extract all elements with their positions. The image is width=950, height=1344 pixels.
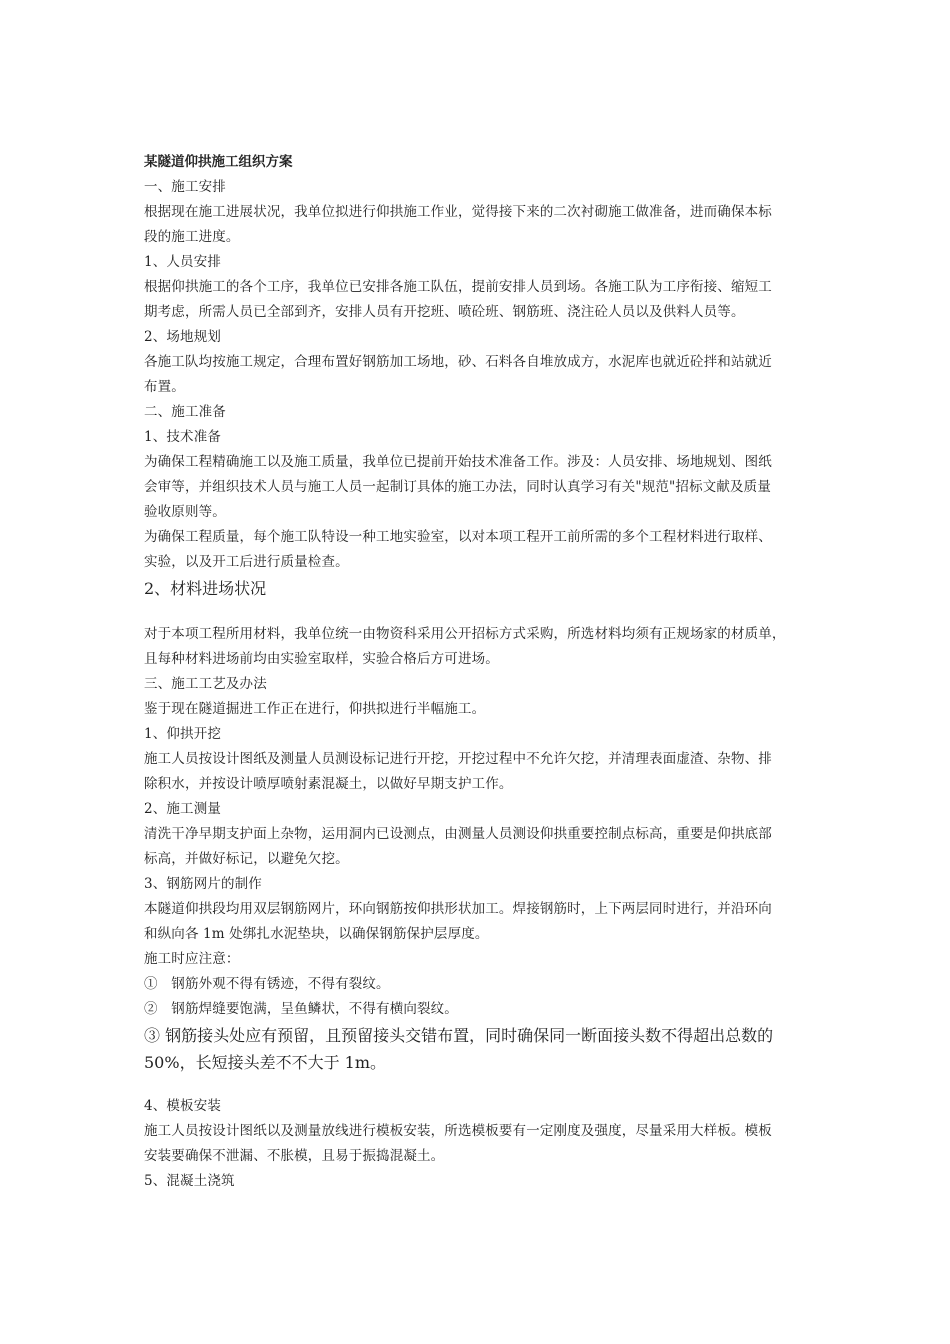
- text-line: ② 钢筋焊缝要饱满，呈鱼鳞状，不得有横向裂纹。: [144, 1001, 458, 1017]
- text-line: 清洗干净早期支护面上杂物，运用洞内已设测点，由测量人员测设仰拱重要控制点标高，重要是仰拱底部: [144, 826, 772, 842]
- text-line: 为确保工程质量，每个施工队特设一种工地实验室，以对本项工程开工前所需的多个工程材料进行取样、: [144, 529, 772, 545]
- text-line: 根据仰拱施工的各个工序，我单位已安排各施工队伍，提前安排人员到场。各施工队为工序衔接、缩短工: [144, 279, 772, 295]
- text-line: 根据现在施工进展状况，我单位拟进行仰拱施工作业，觉得接下来的二次衬砌施工做准备，进而确保本标: [144, 204, 772, 220]
- text-line: 对于本项工程所用材料，我单位统一由物资科采用公开招标方式采购，所选材料均须有正规场家的材质单，: [144, 626, 786, 642]
- text-line: 三、施工工艺及办法: [144, 676, 267, 692]
- large-text-line: 50%，长短接头差不不大于 1m。: [144, 1053, 387, 1072]
- text-line: 一、施工安排: [144, 179, 226, 195]
- text-line: 实验，以及开工后进行质量检查。: [144, 554, 349, 570]
- text-line: 段的施工进度。: [144, 229, 240, 245]
- text-line: 本隧道仰拱段均用双层钢筋网片，环向钢筋按仰拱形状加工。焊接钢筋时，上下两层同时进行，并沿环向: [144, 901, 772, 917]
- text-line: 2、施工测量: [144, 801, 221, 817]
- text-line: 期考虑，所需人员已全部到齐，安排人员有开挖班、喷砼班、钢筋班、浇注砼人员以及供料人员等。: [144, 304, 745, 320]
- text-line: 安装要确保不泄漏、不胀模，且易于振捣混凝土。: [144, 1148, 445, 1164]
- text-line: 施工人员按设计图纸及测量人员测设标记进行开挖，开挖过程中不允许欠挖，并清理表面虚渣、杂物、排: [144, 751, 772, 767]
- text-line: 且每种材料进场前均由实验室取样，实验合格后方可进场。: [144, 651, 499, 667]
- text-line: 标高，并做好标记，以避免欠挖。: [144, 851, 349, 867]
- section-heading-materials: 2、材料进场状况: [144, 579, 267, 598]
- document-body: [144, 150, 816, 1194]
- text-line: 二、施工准备: [144, 404, 226, 420]
- text-line: 各施工队均按施工规定，合理布置好钢筋加工场地，砂、石料各自堆放成方，水泥库也就近砼拌和站就近: [144, 354, 772, 370]
- text-line: 5、混凝土浇筑: [144, 1173, 235, 1189]
- text-line: 施工时应注意：: [144, 951, 240, 967]
- text-line: 验收原则等。: [144, 504, 226, 520]
- text-line: 除积水，并按设计喷厚喷射素混凝土，以做好早期支护工作。: [144, 776, 513, 792]
- text-line: 和纵向各 1m 处绑扎水泥垫块，以确保钢筋保护层厚度。: [144, 926, 489, 942]
- text-line: 4、模板安装: [144, 1098, 221, 1114]
- text-line: 1、人员安排: [144, 254, 221, 270]
- spacer: [144, 602, 816, 622]
- text-line: 3、钢筋网片的制作: [144, 876, 262, 892]
- text-line: 布置。: [144, 379, 185, 395]
- text-line: 1、技术准备: [144, 429, 221, 445]
- spacer: [144, 1076, 816, 1094]
- text-line: 鉴于现在隧道掘进工作正在进行，仰拱拟进行半幅施工。: [144, 701, 486, 717]
- text-line: ① 钢筋外观不得有锈迹，不得有裂纹。: [144, 976, 390, 992]
- text-line: 1、仰拱开挖: [144, 726, 221, 742]
- text-line: 施工人员按设计图纸以及测量放线进行模板安装，所选模板要有一定刚度及强度，尽量采用大样板。模板: [144, 1123, 772, 1139]
- large-text-line: ③ 钢筋接头处应有预留，且预留接头交错布置，同时确保同一断面接头数不得超出总数的: [144, 1026, 774, 1045]
- text-line: 会审等，并组织技术人员与施工人员一起制订具体的施工办法，同时认真学习有关"规范"招标文献及质量: [144, 479, 771, 495]
- text-line: 为确保工程精确施工以及施工质量，我单位已提前开始技术准备工作。涉及：人员安排、场地规划、图纸: [144, 454, 772, 470]
- text-line: 2、场地规划: [144, 329, 221, 345]
- document-title: 某隧道仰拱施工组织方案: [144, 154, 293, 170]
